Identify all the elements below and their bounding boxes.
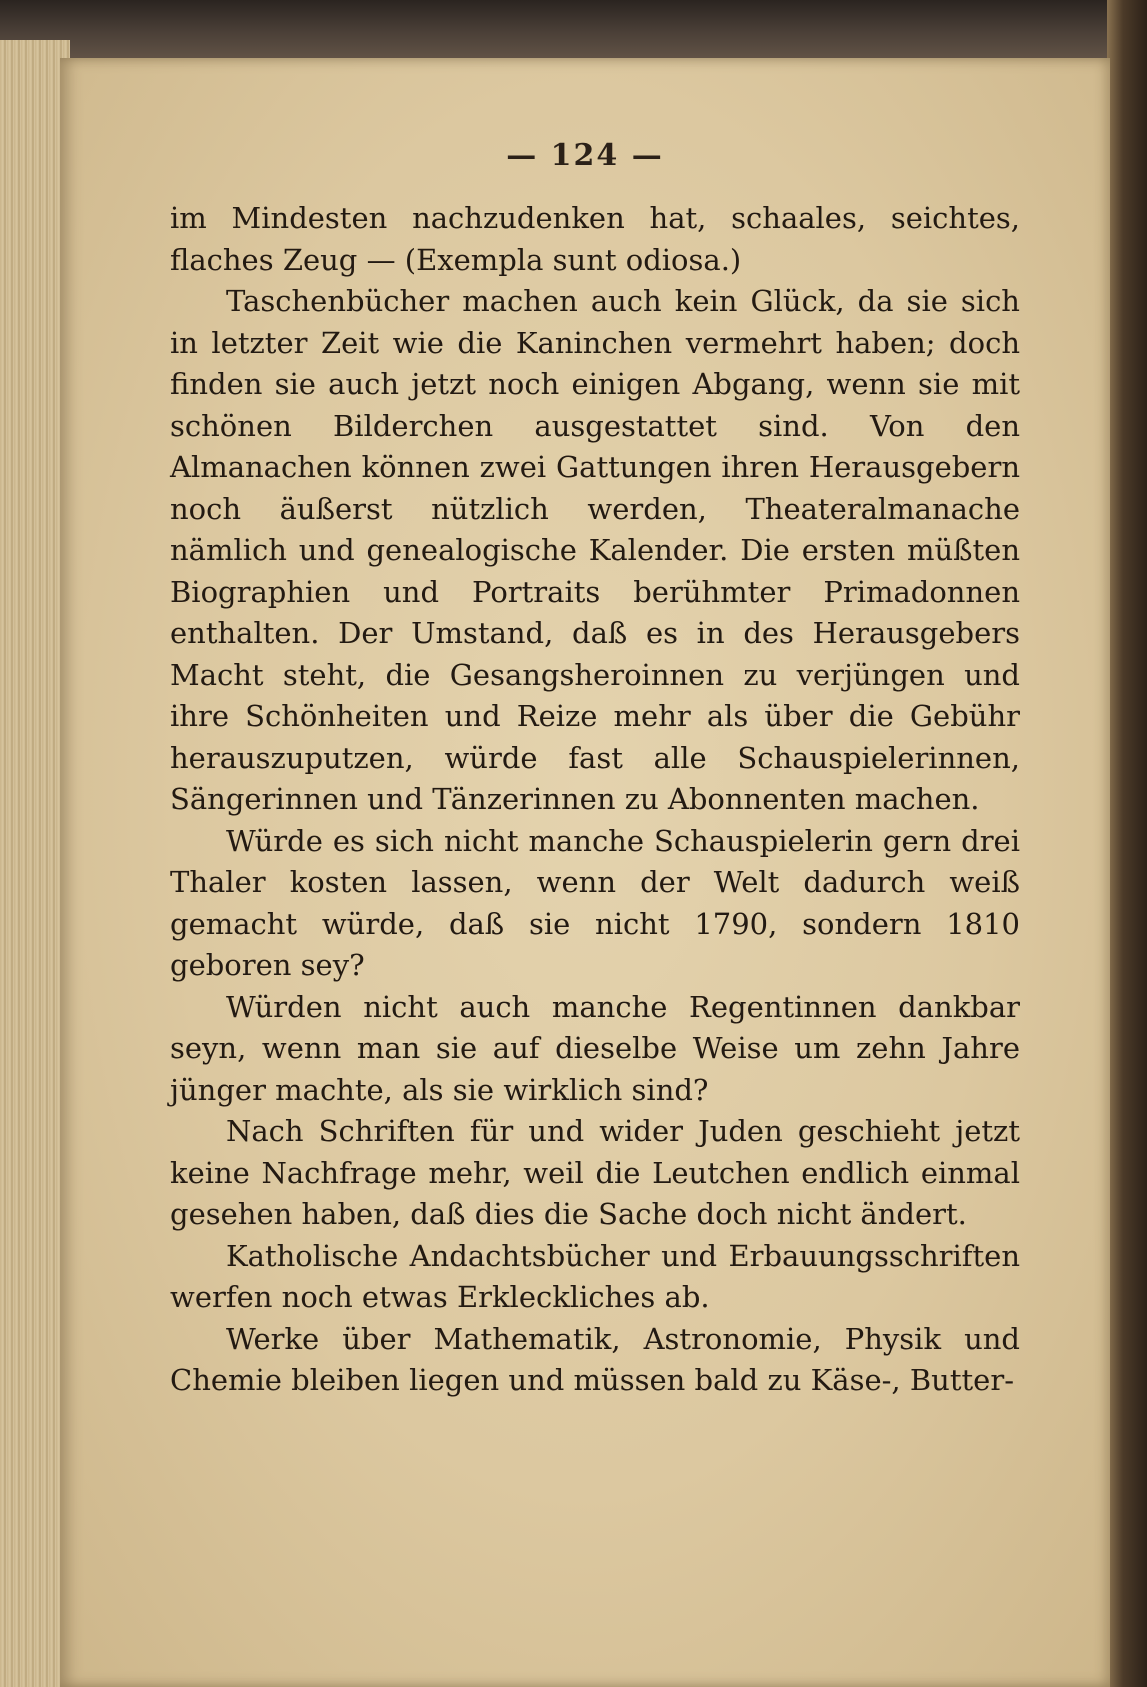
- paragraph: Werke über Mathematik, Astronomie, Physik und Chemie bleiben liegen und müssen bald zu Käse-, Butter-: [170, 1321, 1020, 1397]
- paragraph: im Mindesten nachzudenken hat, schaales, seichtes, flaches Zeug — (Exempla sunt odiosa.): [170, 201, 1020, 277]
- book-page: [60, 58, 1110, 1687]
- paragraph: Taschenbücher machen auch kein Glück, da sie sich in letzter Zeit wie die Kaninchen vermehrt haben; doch finden sie auch jetzt noch einigen Abgang, wenn sie mit schönen Bilderchen ausgestattet sind. Von den Almanachen können zwei Gattungen ihren Herausgebern noch äußerst nützlich werden, Theateralmanache nämlich und genealogische Kalender. Die ersten müßten Biographien und Portraits berühmter Primadonnen enthalten. Der Umstand, daß es in des Herausgebers Macht steht, die Gesangsheroinnen zu verjüngen und ihre Schönheiten und Reize mehr als über die Gebühr herauszuputzen, würde fast alle Schauspielerinnen, Sängerinnen und Tänzerinnen zu Abonnenten machen.: [170, 284, 1020, 816]
- paragraph: Katholische Andachtsbücher und Erbauungsschriften werfen noch etwas Erkleckliches ab.: [170, 1238, 1020, 1314]
- paragraph: Würden nicht auch manche Regentinnen dankbar seyn, wenn man sie auf dieselbe Weise um zehn Jahre jünger machte, als sie wirklich sind?: [170, 989, 1020, 1107]
- paragraph: Nach Schriften für und wider Juden geschieht jetzt keine Nachfrage mehr, weil die Leutchen endlich einmal gesehen haben, daß dies die Sache doch nicht ändert.: [170, 1114, 1020, 1231]
- paragraph: Würde es sich nicht manche Schauspielerin gern drei Thaler kosten lassen, wenn der Welt dadurch weiß gemacht würde, daß sie nicht 1790, sondern 1810 geboren sey?: [170, 823, 1020, 982]
- book-binding-right: [1107, 0, 1147, 1687]
- page-number: — 124 —: [506, 138, 664, 173]
- page-text: [170, 198, 1020, 1402]
